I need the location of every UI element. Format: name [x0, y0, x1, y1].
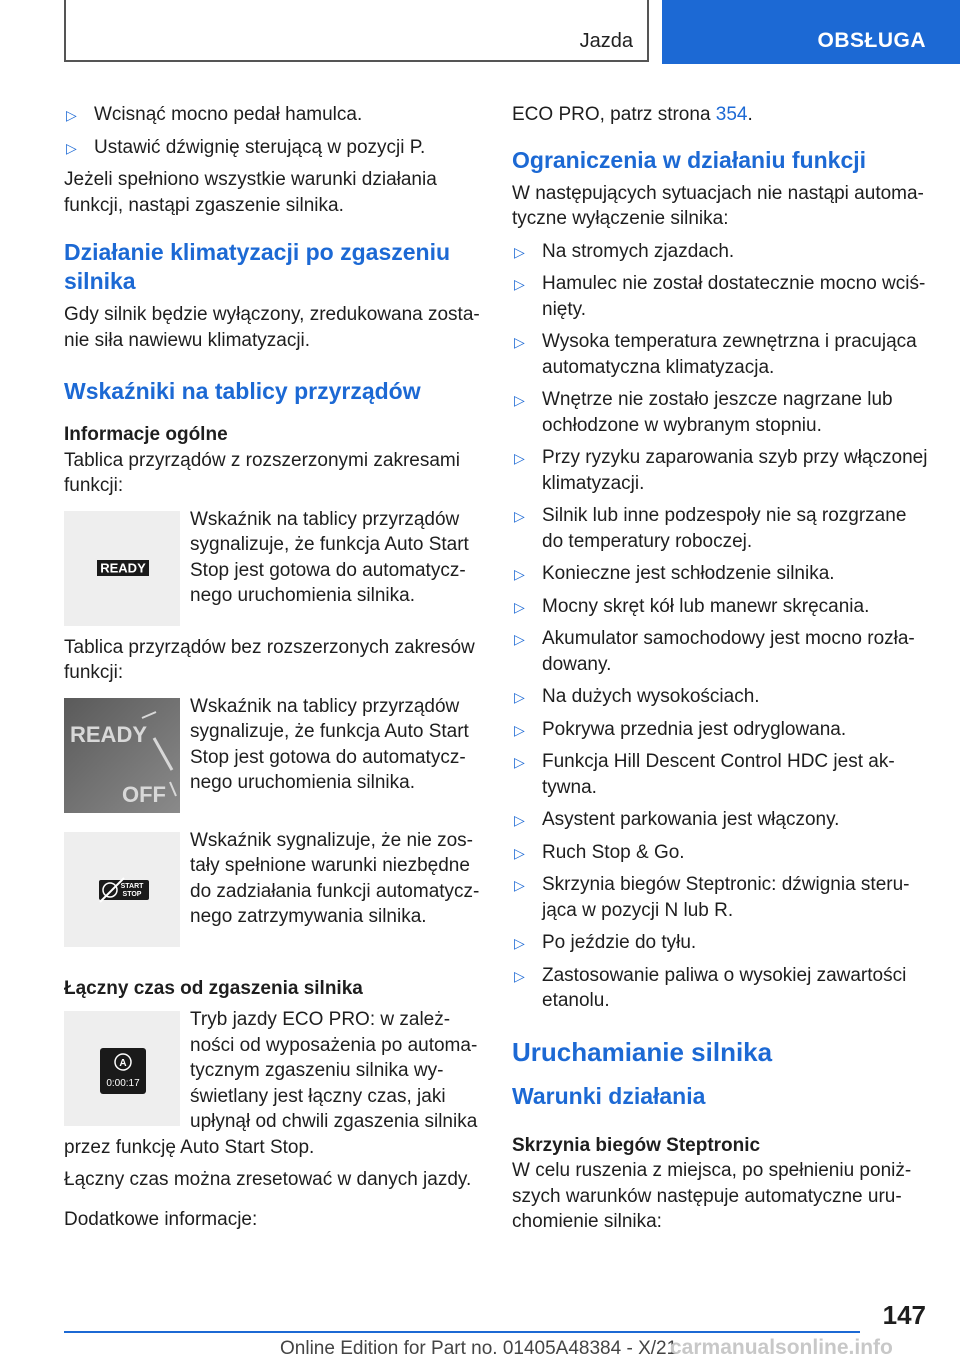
bullet-triangle-icon: ▷ — [514, 243, 525, 260]
off-text: OFF — [122, 781, 166, 807]
figure-caption: Wskaźnik sygnalizuje, że nie zos-tały spełnione warunki niezbędne do zadziałania funkcji automatycz-nego zatrzymywania silnika. — [190, 829, 480, 927]
header-tab — [662, 0, 960, 64]
ready-indicator-image — [64, 511, 180, 626]
header-section-title: Jazda — [579, 30, 633, 52]
page-number: 147 — [882, 1300, 926, 1330]
bullet-triangle-icon: ▷ — [514, 967, 525, 984]
indicator-start-stop-row — [64, 828, 480, 946]
list-item: ▷ Hamulec nie został dostatecznie mocno wciś-nięty. — [514, 273, 926, 320]
right-column — [512, 102, 932, 1242]
bullet-triangle-icon: ▷ — [514, 877, 525, 893]
indicator-ready-row — [64, 507, 480, 625]
eco-ref-text: ECO PRO, patrz strona — [512, 104, 716, 125]
list-item: ▷ Pokrywa przednia jest odryglowana. — [512, 717, 932, 743]
indicator-timer-row — [64, 1007, 480, 1167]
list-item: ▷ Wnętrze nie zostało jeszcze nagrzane lub ochłodzone w wybranym stopniu. — [514, 389, 893, 436]
bullet-triangle-icon: ▷ — [514, 392, 525, 408]
subheading-steptronic: Skrzynia biegów Steptronic — [512, 1134, 761, 1156]
paragraph: Gdy silnik będzie wyłączony, zredukowana zosta-nie siła nawiewu klimatyzacji. — [64, 304, 480, 351]
bullet-list — [512, 239, 932, 1014]
list-item: ▷ Asystent parkowania jest włączony. — [512, 807, 932, 833]
bullet-triangle-icon: ▷ — [514, 276, 525, 292]
section-heading-indicators: Wskaźniki na tablicy przyrządów — [64, 378, 421, 404]
svg-text:STOP: STOP — [122, 890, 142, 898]
page-link-354[interactable]: 354 — [715, 104, 748, 125]
list-item: ▷ Ruch Stop & Go. — [512, 840, 932, 866]
svg-text:START: START — [120, 882, 144, 890]
section-heading-conditions: Warunki działania — [512, 1082, 706, 1109]
figure-caption: Tryb jazdy ECO PRO: w zależ-ności od wyposażenia po automa-tycznym zgaszeniu silnika wy-świetlany jest łączny czas, jaki upłynął od chwili zgaszenia silnika przez funkcję Auto Start Stop. — [64, 1009, 478, 1158]
figure-caption: Wskaźnik na tablicy przyrządów sygnalizuje, że funkcja Auto Start Stop jest gotowa do automatycz-nego uruchomienia silnika. — [190, 695, 469, 793]
paragraph: ECO PRO, patrz strona 354. — [512, 104, 753, 125]
bullet-triangle-icon: ▷ — [514, 566, 525, 582]
bullet-triangle-icon: ▷ — [514, 598, 525, 615]
list-item: ▷ Ustawić dźwignię sterującą w pozycji P. — [64, 135, 480, 161]
paragraph: Tablica przyrządów bez rozszerzonych zakresów funkcji: — [64, 636, 475, 683]
footer-divider — [64, 1331, 860, 1333]
list-item: ▷ Mocny skręt kół lub manewr skręcania. — [512, 594, 932, 620]
paragraph: Jeżeli spełniono wszystkie warunki działania funkcji, nastąpi zgaszenie silnika. — [64, 169, 437, 216]
list-item: ▷ Konieczne jest schłodzenie silnika. — [512, 561, 932, 587]
ready-icon-text: READY — [100, 560, 146, 575]
header-section-box — [64, 0, 649, 62]
list-item: ▷ Akumulator samochodowy jest mocno rozła-dowany. — [514, 628, 915, 675]
indicator-ready-off-row — [64, 694, 480, 812]
list-item: ▷ Silnik lub inne podzespoły nie są rozgrzane do temperatury roboczej. — [514, 505, 907, 552]
paragraph: Dodatkowe informacje: — [64, 1208, 258, 1230]
start-stop-off-indicator-image — [64, 832, 180, 947]
header-tab-label: OBSŁUGA — [817, 29, 926, 52]
list-item: ▷ Przy ryzyku zaparowania szyb przy włączonej klimatyzacji. — [514, 447, 928, 494]
list-item: ▷ Na dużych wysokościach. — [512, 684, 932, 710]
eco-timer-indicator-image — [64, 1011, 180, 1126]
list-item: ▷ Zastosowanie paliwa o wysokiej zawartości etanolu. — [514, 964, 907, 1011]
subheading-total-time: Łączny czas od zgaszenia silnika — [64, 977, 363, 999]
ready-off-indicator-image — [64, 698, 180, 813]
bullet-triangle-icon: ▷ — [514, 631, 525, 647]
edition-text: Online Edition for Part no. 01405A48384 - X/21 — [280, 1338, 678, 1359]
bullet-triangle-icon: ▷ — [514, 450, 525, 466]
list-item: ▷ Na stromych zjazdach. — [512, 239, 932, 265]
paragraph: W celu ruszenia z miejsca, po spełnieniu poniż-szych warunków następuje automatyczne uru-chomienie silnika: — [512, 1160, 912, 1232]
list-item: ▷ Skrzynia biegów Steptronic: dźwignia steru-jąca w pozycji N lub R. — [514, 874, 910, 921]
bullet-triangle-icon: ▷ — [514, 812, 525, 828]
list-item: ▷ Funkcja Hill Descent Control HDC jest ak-tywna. — [514, 751, 895, 798]
svg-text:A: A — [119, 1058, 127, 1069]
section-heading-climate: Działanie klimatyzacji po zgaszeniu silnika — [64, 239, 451, 294]
paragraph: Łączny czas można zresetować w danych jazdy. — [64, 1169, 472, 1190]
section-heading-limits: Ograniczenia w działaniu funkcji — [512, 146, 867, 173]
ready-text: READY — [70, 721, 148, 747]
watermark: carmanualsonline.info — [670, 1336, 893, 1359]
timer-text: 0:00:17 — [106, 1078, 140, 1089]
bullet-triangle-icon: ▷ — [514, 508, 525, 524]
list-item: ▷ Wysoka temperatura zewnętrzna i pracująca automatyczna klimatyzacja. — [514, 331, 917, 378]
left-column — [64, 102, 480, 1239]
bullet-triangle-icon: ▷ — [66, 107, 77, 123]
bullet-triangle-icon: ▷ — [514, 844, 525, 861]
section-heading-start: Uruchamianie silnika — [512, 1036, 773, 1067]
bullet-list — [64, 102, 480, 160]
paragraph: Tablica przyrządów z rozszerzonymi zakresami funkcji: — [64, 449, 460, 496]
subheading-general: Informacje ogólne — [64, 424, 228, 445]
bullet-triangle-icon: ▷ — [514, 935, 525, 951]
list-item: ▷ Po jeździe do tyłu. — [512, 930, 932, 956]
bullet-triangle-icon: ▷ — [514, 721, 525, 738]
bullet-triangle-icon: ▷ — [66, 139, 77, 156]
paragraph: W następujących sytuacjach nie nastąpi automa-tyczne wyłączenie silnika: — [512, 182, 924, 229]
bullet-triangle-icon: ▷ — [514, 689, 525, 705]
list-item: ▷ Wcisnąć mocno pedał hamulca. — [64, 102, 480, 128]
figure-caption: Wskaźnik na tablicy przyrządów sygnalizuje, że funkcja Auto Start Stop jest gotowa do automatycz-nego uruchomienia silnika. — [190, 508, 469, 606]
bullet-triangle-icon: ▷ — [514, 754, 525, 770]
bullet-triangle-icon: ▷ — [514, 334, 525, 350]
